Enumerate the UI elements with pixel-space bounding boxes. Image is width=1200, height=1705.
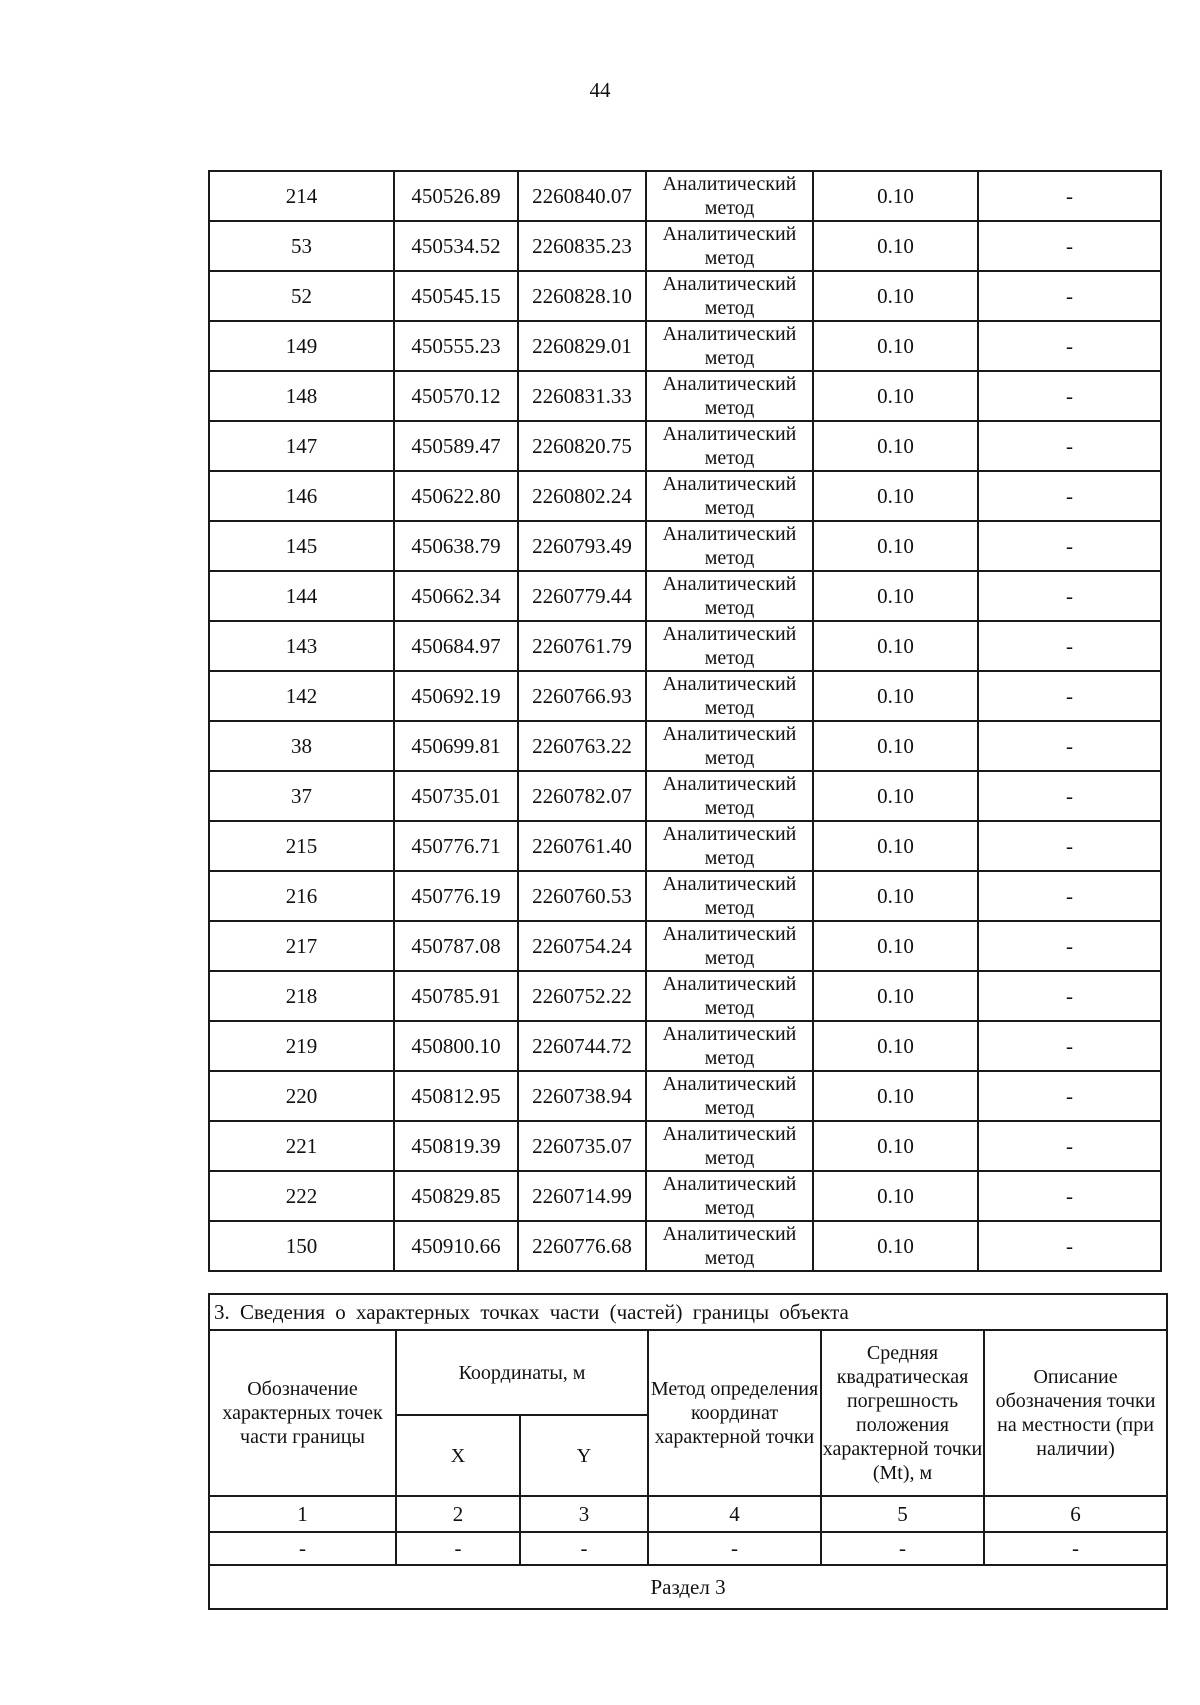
point-cell: 144 [209, 571, 394, 621]
method-line-2: метод [704, 647, 755, 669]
section3-table [208, 1293, 1168, 1610]
error-cell: 0.10 [813, 221, 978, 271]
y-cell: 2260761.79 [518, 621, 646, 671]
point-cell: 222 [209, 1171, 394, 1221]
point-cell: 220 [209, 1071, 394, 1121]
description-cell: - [978, 171, 1161, 221]
error-cell: 0.10 [813, 471, 978, 521]
x-cell: 450812.95 [394, 1071, 518, 1121]
x-cell: 450800.10 [394, 1021, 518, 1071]
method-line-2: метод [704, 447, 755, 469]
y-cell: 2260766.93 [518, 671, 646, 721]
x-cell: 450787.08 [394, 921, 518, 971]
column-numbers-row [209, 1496, 1167, 1532]
description-cell: - [978, 321, 1161, 371]
point-cell: 148 [209, 371, 394, 421]
method-line-1: Аналитический [662, 1173, 797, 1195]
method-cell [646, 771, 813, 821]
error-cell: 0.10 [813, 1121, 978, 1171]
method-line-2: метод [704, 1047, 755, 1069]
point-cell: 53 [209, 221, 394, 271]
header-designation: Обозначение характерных точек части границы [209, 1330, 396, 1496]
y-cell: 2260754.24 [518, 921, 646, 971]
error-cell: 0.10 [813, 621, 978, 671]
method-line-1: Аналитический [662, 273, 797, 295]
description-cell: - [978, 921, 1161, 971]
method-cell [646, 1221, 813, 1271]
table-row [209, 771, 1161, 821]
header-description: Описание обозначения точки на местности (при наличии) [984, 1330, 1167, 1496]
x-cell: 450699.81 [394, 721, 518, 771]
table-row [209, 721, 1161, 771]
y-cell: 2260744.72 [518, 1021, 646, 1071]
point-cell: 149 [209, 321, 394, 371]
point-cell: 37 [209, 771, 394, 821]
x-cell: 450526.89 [394, 171, 518, 221]
x-cell: 450910.66 [394, 1221, 518, 1271]
point-cell: 142 [209, 671, 394, 721]
error-cell: 0.10 [813, 1221, 978, 1271]
y-cell: 2260761.40 [518, 821, 646, 871]
table-row [209, 621, 1161, 671]
error-cell: 0.10 [813, 171, 978, 221]
header-method: Метод определения координат характерной точки [648, 1330, 821, 1496]
column-number: 4 [648, 1496, 821, 1532]
error-cell: 0.10 [813, 1171, 978, 1221]
point-cell: 147 [209, 421, 394, 471]
empty-cell: - [648, 1532, 821, 1565]
column-number: 1 [209, 1496, 396, 1532]
method-cell [646, 1071, 813, 1121]
table-row [209, 221, 1161, 271]
x-cell: 450638.79 [394, 521, 518, 571]
y-cell: 2260840.07 [518, 171, 646, 221]
method-line-2: метод [704, 947, 755, 969]
table-row [209, 1121, 1161, 1171]
error-cell: 0.10 [813, 321, 978, 371]
empty-cell: - [209, 1532, 396, 1565]
header-coordinates: Координаты, м [396, 1330, 648, 1415]
method-line-2: метод [704, 547, 755, 569]
table-row [209, 371, 1161, 421]
description-cell: - [978, 1071, 1161, 1121]
error-cell: 0.10 [813, 1021, 978, 1071]
point-cell: 217 [209, 921, 394, 971]
y-cell: 2260714.99 [518, 1171, 646, 1221]
method-line-1: Аналитический [662, 173, 797, 195]
method-cell [646, 521, 813, 571]
method-line-2: метод [704, 597, 755, 619]
description-cell: - [978, 871, 1161, 921]
method-cell [646, 321, 813, 371]
method-line-2: метод [704, 797, 755, 819]
method-line-1: Аналитический [662, 1223, 797, 1245]
method-cell [646, 171, 813, 221]
method-line-1: Аналитический [662, 773, 797, 795]
y-cell: 2260760.53 [518, 871, 646, 921]
error-cell: 0.10 [813, 771, 978, 821]
x-cell: 450589.47 [394, 421, 518, 471]
method-line-1: Аналитический [662, 923, 797, 945]
method-cell [646, 1121, 813, 1171]
method-line-2: метод [704, 997, 755, 1019]
x-cell: 450819.39 [394, 1121, 518, 1171]
table-row [209, 471, 1161, 521]
error-cell: 0.10 [813, 921, 978, 971]
y-cell: 2260752.22 [518, 971, 646, 1021]
y-cell: 2260735.07 [518, 1121, 646, 1171]
table-row [209, 671, 1161, 721]
table-row [209, 321, 1161, 371]
page-number: 44 [589, 78, 611, 102]
method-cell [646, 371, 813, 421]
method-cell [646, 971, 813, 1021]
coordinates-table [208, 170, 1162, 1272]
x-cell: 450735.01 [394, 771, 518, 821]
x-cell: 450662.34 [394, 571, 518, 621]
error-cell: 0.10 [813, 521, 978, 571]
table-row [209, 1221, 1161, 1271]
description-cell: - [978, 471, 1161, 521]
description-cell: - [978, 721, 1161, 771]
method-line-1: Аналитический [662, 623, 797, 645]
table-row [209, 171, 1161, 221]
header-x: X [396, 1415, 520, 1496]
y-cell: 2260779.44 [518, 571, 646, 621]
point-cell: 150 [209, 1221, 394, 1271]
table-row [209, 971, 1161, 1021]
method-line-1: Аналитический [662, 573, 797, 595]
column-number: 6 [984, 1496, 1167, 1532]
x-cell: 450555.23 [394, 321, 518, 371]
y-cell: 2260829.01 [518, 321, 646, 371]
method-cell [646, 721, 813, 771]
method-cell [646, 271, 813, 321]
description-cell: - [978, 971, 1161, 1021]
x-cell: 450776.71 [394, 821, 518, 871]
y-cell: 2260831.33 [518, 371, 646, 421]
error-cell: 0.10 [813, 371, 978, 421]
method-cell [646, 671, 813, 721]
table-row [209, 1171, 1161, 1221]
empty-cell: - [396, 1532, 520, 1565]
column-number: 2 [396, 1496, 520, 1532]
y-cell: 2260835.23 [518, 221, 646, 271]
table-row [209, 421, 1161, 471]
table-row [209, 921, 1161, 971]
method-line-2: метод [704, 1197, 755, 1219]
description-cell: - [978, 521, 1161, 571]
table-row [209, 1071, 1161, 1121]
method-line-1: Аналитический [662, 1073, 797, 1095]
method-line-2: метод [704, 397, 755, 419]
y-cell: 2260738.94 [518, 1071, 646, 1121]
error-cell: 0.10 [813, 271, 978, 321]
point-cell: 143 [209, 621, 394, 671]
method-cell [646, 921, 813, 971]
x-cell: 450534.52 [394, 221, 518, 271]
column-number: 3 [520, 1496, 648, 1532]
y-cell: 2260763.22 [518, 721, 646, 771]
method-line-2: метод [704, 1247, 755, 1269]
method-line-1: Аналитический [662, 223, 797, 245]
point-cell: 146 [209, 471, 394, 521]
description-cell: - [978, 1221, 1161, 1271]
table-row [209, 271, 1161, 321]
error-cell: 0.10 [813, 671, 978, 721]
method-cell [646, 1021, 813, 1071]
description-cell: - [978, 371, 1161, 421]
method-line-2: метод [704, 747, 755, 769]
y-cell: 2260776.68 [518, 1221, 646, 1271]
method-line-1: Аналитический [662, 423, 797, 445]
x-cell: 450785.91 [394, 971, 518, 1021]
error-cell: 0.10 [813, 871, 978, 921]
method-line-2: метод [704, 497, 755, 519]
method-line-1: Аналитический [662, 373, 797, 395]
method-line-2: метод [704, 247, 755, 269]
method-line-2: метод [704, 1147, 755, 1169]
description-cell: - [978, 1021, 1161, 1071]
method-cell [646, 571, 813, 621]
point-cell: 38 [209, 721, 394, 771]
error-cell: 0.10 [813, 1071, 978, 1121]
column-number: 5 [821, 1496, 984, 1532]
table-row [209, 1021, 1161, 1071]
point-cell: 216 [209, 871, 394, 921]
y-cell: 2260802.24 [518, 471, 646, 521]
description-cell: - [978, 771, 1161, 821]
table-row [209, 521, 1161, 571]
method-line-1: Аналитический [662, 973, 797, 995]
empty-cell: - [984, 1532, 1167, 1565]
x-cell: 450545.15 [394, 271, 518, 321]
description-cell: - [978, 421, 1161, 471]
method-cell [646, 871, 813, 921]
header-error: Средняя квадратическая погрешность положения характерной точки (Mt), м [821, 1330, 984, 1496]
error-cell: 0.10 [813, 421, 978, 471]
y-cell: 2260782.07 [518, 771, 646, 821]
section-footer: Раздел 3 [209, 1565, 1167, 1609]
method-line-2: метод [704, 847, 755, 869]
method-line-1: Аналитический [662, 473, 797, 495]
method-cell [646, 221, 813, 271]
x-cell: 450829.85 [394, 1171, 518, 1221]
error-cell: 0.10 [813, 971, 978, 1021]
coordinates-table-body [209, 171, 1161, 1271]
method-line-1: Аналитический [662, 1023, 797, 1045]
table-row [209, 571, 1161, 621]
table-row [209, 821, 1161, 871]
method-line-1: Аналитический [662, 523, 797, 545]
y-cell: 2260793.49 [518, 521, 646, 571]
method-cell [646, 1171, 813, 1221]
description-cell: - [978, 1171, 1161, 1221]
point-cell: 145 [209, 521, 394, 571]
empty-cell: - [821, 1532, 984, 1565]
method-line-1: Аналитический [662, 673, 797, 695]
description-cell: - [978, 271, 1161, 321]
y-cell: 2260820.75 [518, 421, 646, 471]
method-line-1: Аналитический [662, 873, 797, 895]
method-line-1: Аналитический [662, 723, 797, 745]
method-cell [646, 821, 813, 871]
header-y: Y [520, 1415, 648, 1496]
empty-data-row [209, 1532, 1167, 1565]
x-cell: 450622.80 [394, 471, 518, 521]
method-line-1: Аналитический [662, 823, 797, 845]
method-line-2: метод [704, 297, 755, 319]
point-cell: 218 [209, 971, 394, 1021]
description-cell: - [978, 571, 1161, 621]
x-cell: 450692.19 [394, 671, 518, 721]
x-cell: 450684.97 [394, 621, 518, 671]
description-cell: - [978, 671, 1161, 721]
method-cell [646, 621, 813, 671]
table-row [209, 871, 1161, 921]
x-cell: 450570.12 [394, 371, 518, 421]
description-cell: - [978, 821, 1161, 871]
section3-title: 3. Сведения о характерных точках части (частей) границы объекта [209, 1294, 1167, 1330]
method-line-2: метод [704, 197, 755, 219]
method-line-1: Аналитический [662, 323, 797, 345]
method-cell [646, 471, 813, 521]
x-cell: 450776.19 [394, 871, 518, 921]
error-cell: 0.10 [813, 821, 978, 871]
method-line-2: метод [704, 897, 755, 919]
point-cell: 221 [209, 1121, 394, 1171]
y-cell: 2260828.10 [518, 271, 646, 321]
error-cell: 0.10 [813, 571, 978, 621]
description-cell: - [978, 221, 1161, 271]
point-cell: 52 [209, 271, 394, 321]
point-cell: 214 [209, 171, 394, 221]
point-cell: 215 [209, 821, 394, 871]
method-line-1: Аналитический [662, 1123, 797, 1145]
point-cell: 219 [209, 1021, 394, 1071]
method-line-2: метод [704, 347, 755, 369]
method-cell [646, 421, 813, 471]
method-line-2: метод [704, 697, 755, 719]
empty-cell: - [520, 1532, 648, 1565]
method-line-2: метод [704, 1097, 755, 1119]
description-cell: - [978, 621, 1161, 671]
description-cell: - [978, 1121, 1161, 1171]
error-cell: 0.10 [813, 721, 978, 771]
